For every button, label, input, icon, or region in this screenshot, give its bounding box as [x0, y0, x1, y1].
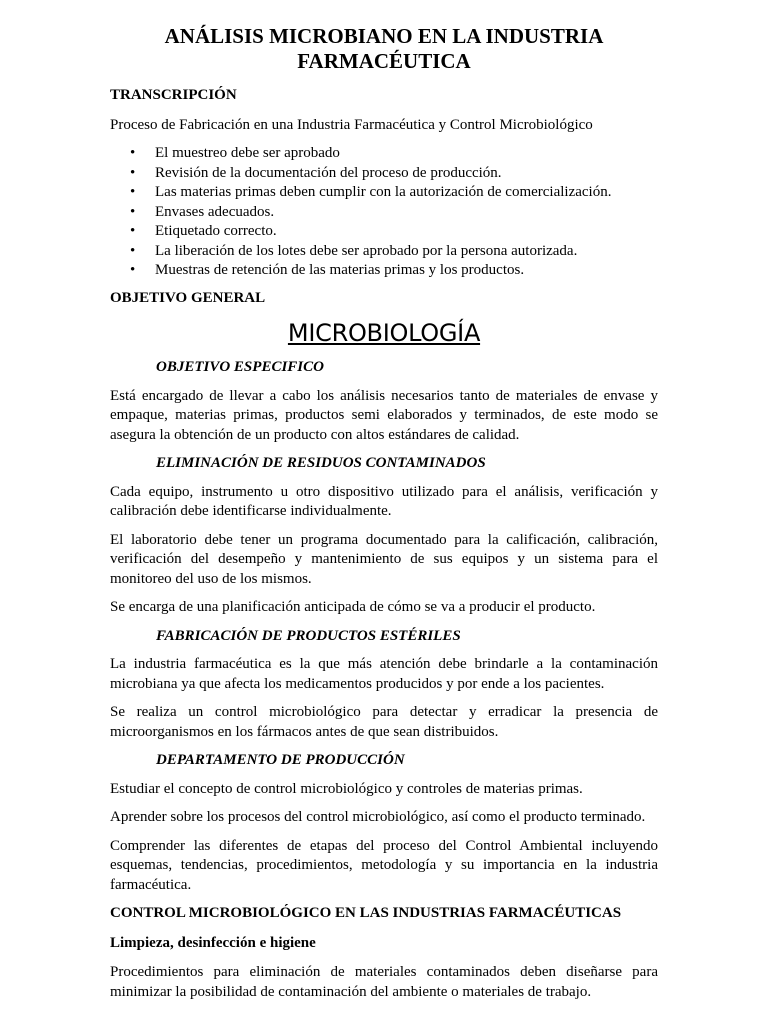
bullet-icon: •	[130, 164, 136, 181]
paragraph-fabricacion-1: La industria farmacéutica es la que más atención debe brindarle a la contaminación microbiana ya que afecta los medicamentos producidos y por ende a los pacientes.	[110, 656, 658, 692]
paragraph-objetivo-especifico: Está encargado de llevar a cabo los análisis necesarios tanto de materiales de envase y empaque, materias primas, productos semi elaborados y terminados, de este modo se asegura la obtención de un producto con altos estándares de calidad.	[110, 387, 658, 443]
heading-objetivo-especifico: OBJETIVO ESPECIFICO	[156, 359, 324, 375]
heading-departamento-produccion: DEPARTAMENTO DE PRODUCCIÓN	[156, 752, 405, 768]
heading-transcripcion: TRANSCRIPCIÓN	[110, 87, 237, 103]
bullet-icon: •	[130, 145, 136, 161]
heading-eliminacion-residuos: ELIMINACIÓN DE RESIDUOS CONTAMINADOS	[156, 455, 486, 471]
list-item	[110, 203, 658, 223]
list-item	[110, 261, 658, 281]
document-title	[110, 24, 658, 74]
title-line-1: ANÁLISIS MICROBIANO EN LA INDUSTRIA	[164, 24, 604, 48]
paragraph-departamento-1: Estudiar el concepto de control microbiológico y controles de materias primas.	[110, 780, 583, 797]
paragraph-control-1: Procedimientos para eliminación de materiales contaminados deben diseñarse para minimizar la posibilidad de contaminación del ambiente o materiales de trabajo.	[110, 964, 658, 1000]
heading-microbiologia: MICROBIOLOGÍA	[287, 319, 481, 347]
list-item-text: Etiquetado correcto.	[155, 223, 277, 239]
bullet-icon: •	[130, 262, 136, 278]
list-item-text: Revisión de la documentación del proceso de producción.	[155, 164, 502, 181]
list-item-text: Las materias primas deben cumplir con la autorización de comercialización.	[155, 184, 612, 200]
bullet-icon: •	[130, 223, 136, 239]
bullet-icon: •	[130, 242, 136, 259]
paragraph-eliminacion-2: El laboratorio debe tener un programa documentado para la calificación, calibración, verificación del desempeño y mantenimiento de sus equipos y un sistema para el monitoreo del uso de los mismos.	[110, 531, 658, 587]
paragraph-eliminacion-3: Se encarga de una planificación anticipada de cómo se va a producir el producto.	[110, 599, 596, 615]
list-item	[110, 242, 658, 262]
paragraph-eliminacion-1: Cada equipo, instrumento u otro dispositivo utilizado para el análisis, verificación y calibración debe identificarse individualmente.	[110, 483, 658, 519]
list-item	[110, 183, 658, 203]
subheading-limpieza: Limpieza, desinfección e higiene	[110, 934, 316, 951]
heading-control-microbiologico: CONTROL MICROBIOLÓGICO EN LAS INDUSTRIAS FARMACÉUTICAS	[110, 905, 622, 921]
bullet-icon: •	[130, 184, 136, 200]
paragraph-departamento-2: Aprender sobre los procesos del control microbiológico, así como el producto terminado.	[110, 809, 646, 825]
list-item-text: El muestreo debe ser aprobado	[155, 145, 340, 161]
list-item	[110, 144, 658, 164]
paragraph-fabricacion-2: Se realiza un control microbiológico para detectar y erradicar la presencia de microorganismos en los fármacos antes de que sean distribuidos.	[110, 704, 658, 740]
list-item-text: Envases adecuados.	[155, 203, 275, 220]
heading-objetivo-general: OBJETIVO GENERAL	[110, 289, 266, 306]
bullet-icon: •	[130, 203, 136, 220]
heading-fabricacion-esteriles: FABRICACIÓN DE PRODUCTOS ESTÉRILES	[156, 627, 461, 644]
title-line-2: FARMACÉUTICA	[297, 49, 471, 73]
list-item-text: Muestras de retención de las materias primas y los productos.	[155, 262, 525, 278]
paragraph-departamento-3: Comprender las diferentes de etapas del proceso del Control Ambiental incluyendo esquemas, tendencias, procedimientos, metodología y su importancia en la industria farmacéutica.	[110, 837, 658, 893]
list-item-text: La liberación de los lotes debe ser aprobado por la persona autorizada.	[155, 242, 578, 259]
transcripcion-bullet-list	[110, 144, 658, 281]
list-item	[110, 222, 658, 242]
transcripcion-intro: Proceso de Fabricación en una Industria Farmacéutica y Control Microbiológico	[110, 116, 593, 133]
list-item	[110, 164, 658, 184]
